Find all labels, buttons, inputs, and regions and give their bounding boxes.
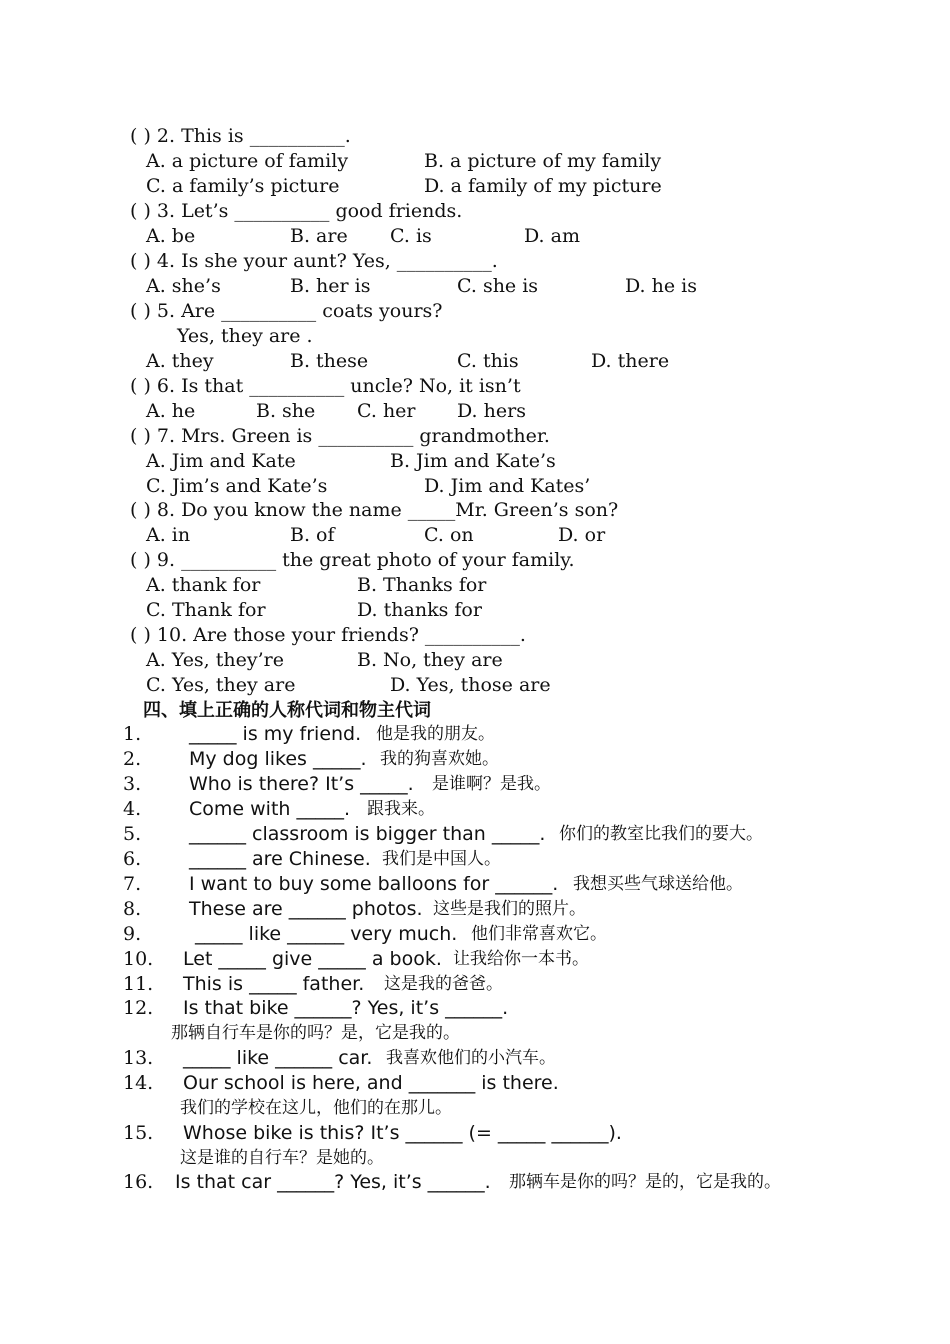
option-b: B. these	[290, 350, 369, 372]
fill-item: 15. Whose bike is this? It’s ______ (= _____ ______).	[123, 1122, 622, 1144]
options-3	[146, 224, 846, 249]
options-2a	[146, 149, 846, 174]
option-c: C. her	[357, 400, 416, 422]
fill-item-translation: 这是谁的自行车？是她的。	[180, 1148, 384, 1168]
option-d: D. he is	[625, 275, 697, 297]
option-d: D. there	[591, 350, 670, 372]
fill-item: 14. Our school is here, and _______ is there.	[123, 1072, 559, 1094]
options-7a	[146, 449, 846, 474]
fill-item: 11. This is _____ father. 这是我的爸爸。	[123, 973, 503, 995]
options-10a	[146, 648, 846, 673]
options-2b	[146, 174, 846, 199]
option-c: C. Thank for	[146, 599, 266, 621]
option-d: D. Jim and Kates’	[424, 475, 591, 497]
option-a: A. be	[146, 225, 196, 247]
option-d: D. or	[558, 524, 606, 546]
options-8	[146, 523, 846, 548]
option-c: C. this	[457, 350, 519, 372]
option-a: A. a picture of family	[146, 150, 349, 172]
option-d: D. hers	[457, 400, 526, 422]
option-b: B. are	[290, 225, 348, 247]
fill-item: 13. _____ like ______ car. 我喜欢他们的小汽车。	[123, 1047, 556, 1069]
option-d: D. thanks for	[357, 599, 482, 621]
fill-item: 2. My dog likes _____. 我的狗喜欢她。	[123, 748, 499, 770]
option-b: B. a picture of my family	[424, 150, 662, 172]
fill-item: 10. Let _____ give _____ a book. 让我给你一本书。	[123, 948, 589, 970]
fill-item: 4. Come with _____. 跟我来。	[123, 798, 435, 820]
option-d: D. am	[524, 225, 580, 247]
option-d: D. Yes, those are	[390, 674, 551, 696]
fill-item: 1. _____ is my friend. 他是我的朋友。	[123, 723, 495, 745]
fill-item: 16. Is that car ______? Yes, it’s ______. 那辆车是你的吗？是的，它是我的。	[123, 1171, 781, 1193]
option-a: A. they	[146, 350, 214, 372]
options-9b	[146, 598, 846, 623]
option-c: C. is	[390, 225, 432, 247]
option-b: B. Thanks for	[357, 574, 487, 596]
option-c: C. Jim’s and Kate’s	[146, 475, 328, 497]
option-b: B. No, they are	[357, 649, 503, 671]
fill-item-translation: 那辆自行车是你的吗？是，它是我的。	[171, 1023, 460, 1043]
fill-item-translation: 我们的学校在这儿，他们的在那儿。	[180, 1098, 452, 1118]
option-b: B. she	[256, 400, 316, 422]
options-7b	[146, 474, 846, 499]
options-6	[146, 399, 846, 424]
fill-item: 12. Is that bike ______? Yes, it’s ______.	[123, 997, 509, 1019]
option-b: B. of	[290, 524, 335, 546]
fill-item: 8. These are ______ photos. 这些是我们的照片。	[123, 898, 586, 920]
option-a: A. she’s	[146, 275, 221, 297]
worksheet-page: ( ) 2. This is __________. A. a picture of family B. a picture of my family C. a family’s picture D. a family of my picture ( ) 3. Let’s __________ good friends. A. be B. are C. is D. am ( ) 4. Is she your aunt? Yes, __________. A. she’s B. her is C. she is D. he is ( ) 5. Are __________ coats yours? Yes, they are . A. they B. these C. this D. there ( ) 6. Is that __________ uncle? No, it isn’t A. he B. she C. her D. hers ( ) 7. Mrs. Green is __________ grandmother. A. Jim and Kate B. Jim and Kate’s C. Jim’s and Kate’s D. Jim and Kates’ ( ) 8. Do you know the name _____Mr. Green’s son? A. in B. of C. on D. or ( ) 9. __________ the great photo of your family. A. thank for B. Thanks for C. Thank for D. thanks for ( ) 10. Are those your friends? __________. A. Yes, they’re B. No, they are C. Yes, they are D. Yes, those are 四、填上正确的人称代词和物主代词 1. _____ is my friend. 他是我的朋友。 2. My dog likes _____. 我的狗喜欢她。 3. Who is there? It’s _____. 是谁啊？是我。 4. Come with _____. 跟我来。 5. ______ classroom is bigger than _____. 你们的教室比我们的要大。 6. ______ are Chinese. 我们是中国人。 7. I want to buy some balloons for ______. 我想买些气球送给他。 8. These are ______ photos. 这些是我们的照片。 9. _____ like ______ very much. 他们非常喜欢它。 10. Let _____ give _____ a book. 让我给你一本书。 11. This is _____ father. 这是我的爸爸。 12. Is that bike ______? Yes, it’s ______. 那辆自行车是你的吗？是，它是我的。 13. _____ like ______ car. 我喜欢他们的小汽车。 14. Our school is here, and _______ is there. 我们的学校在这儿，他们的在那儿。 15. Whose bike is this? It’s ______ (= _____ ______). 这是谁的自行车？是她的。 16. Is that car ______? Yes, it’s ______. 那辆车是你的吗？是的，它是我的。	[0, 0, 950, 1344]
options-10b	[146, 673, 846, 698]
option-a: A. Jim and Kate	[146, 450, 296, 472]
fill-item: 7. I want to buy some balloons for ______. 我想买些气球送给他。	[123, 873, 743, 895]
options-5	[146, 349, 846, 374]
option-c: C. she is	[457, 275, 539, 297]
option-c: C. on	[424, 524, 474, 546]
options-9a	[146, 573, 846, 598]
option-d: D. a family of my picture	[424, 175, 662, 197]
fill-item: 3. Who is there? It’s _____. 是谁啊？是我。	[123, 773, 551, 795]
option-a: A. thank for	[146, 574, 261, 596]
section-heading: 四、填上正确的人称代词和物主代词	[143, 700, 431, 721]
options-4	[146, 274, 846, 299]
option-a: A. in	[146, 524, 191, 546]
option-a: A. Yes, they’re	[146, 649, 284, 671]
fill-item: 9. _____ like ______ very much. 他们非常喜欢它。	[123, 923, 607, 945]
option-b: B. Jim and Kate’s	[390, 450, 556, 472]
fill-item: 6. ______ are Chinese. 我们是中国人。	[123, 848, 501, 870]
fill-item: 5. ______ classroom is bigger than _____. 你们的教室比我们的要大。	[123, 823, 763, 845]
option-c: C. Yes, they are	[146, 674, 296, 696]
option-b: B. her is	[290, 275, 371, 297]
option-a: A. he	[146, 400, 196, 422]
option-c: C. a family’s picture	[146, 175, 340, 197]
